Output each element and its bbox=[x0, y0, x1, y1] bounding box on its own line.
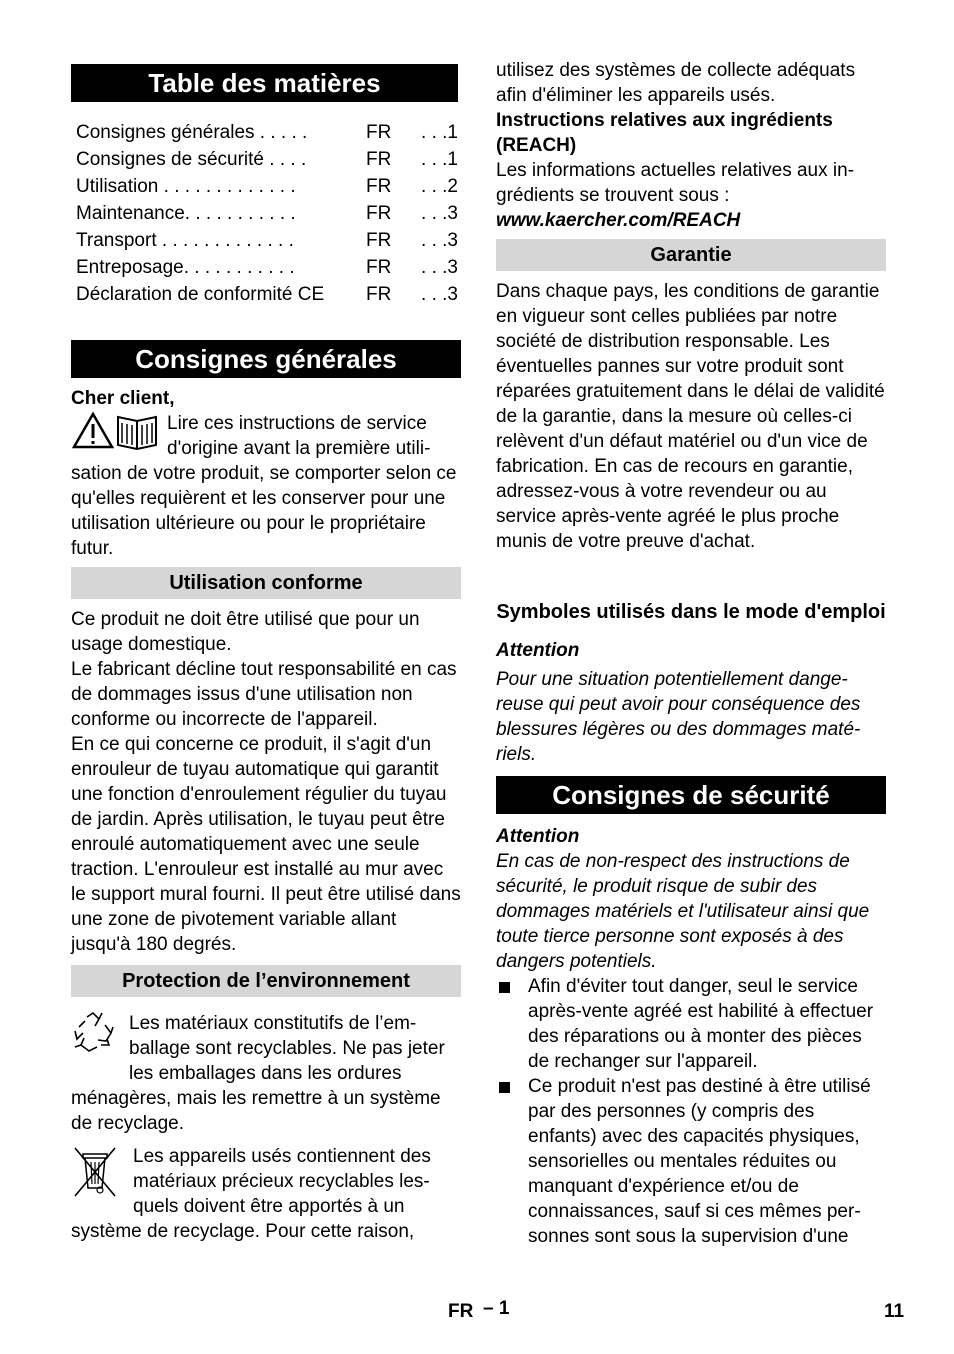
toc-entry-title: Transport . . . . . . . . . . . . . bbox=[76, 230, 294, 251]
toc-entry-lang: FR bbox=[366, 230, 392, 251]
toc-entry-page: . . .3 bbox=[421, 203, 458, 224]
bullet-square-icon bbox=[499, 1082, 510, 1093]
toc-entry-page: . . .1 bbox=[421, 149, 458, 170]
toc-entry[interactable] bbox=[71, 254, 461, 281]
toc-entry[interactable] bbox=[71, 227, 461, 254]
toc-entry-page: . . .3 bbox=[421, 257, 458, 278]
toc-entry[interactable] bbox=[71, 119, 461, 146]
use-paragraph-2: Le fabricant décline tout responsabilité en cas de dommages issus d'une utilisation non conforme ou incorrecte de l'appareil. bbox=[71, 659, 457, 730]
general-title: Consignes générales bbox=[71, 340, 461, 378]
toc-entry-lang: FR bbox=[366, 149, 392, 170]
toc-entry-lang: FR bbox=[366, 122, 392, 143]
reach-title: Instructions relatives aux ingrédients (REACH) bbox=[496, 110, 833, 156]
warranty-text: Dans chaque pays, les conditions de garantie en vigueur sont celles publiées par notre société de distribution responsable. Les éventuelles pannes sur votre produit sont réparées gratuitement dans le délai de validité de la garantie, dans la mesure où celles-ci relèvent d'un défaut matériel ou d'un vice de fabrication. En cas de recours en garantie, adressez-vous à votre revendeur ou au service après-vente agréé le plus proche munis de votre preuve d'achat. bbox=[496, 281, 885, 552]
environment-block-1 bbox=[71, 1011, 461, 1136]
intro-text: Lire ces instructions de service d'origine avant la première utilisation de votre produit, se comporter selon ce qu'elles requièrent et les conserver pour une utilisation ultérieure ou pour le propriétaire futur. bbox=[71, 413, 457, 559]
environment-text-1: Les matériaux constitutifs de l’emballage sont recyclables. Ne pas jeter les emballages dans les ordures ménagères, mais les remettre à un système de recyclage. bbox=[71, 1013, 445, 1134]
use-paragraph-1: Ce produit ne doit être utilisé que pour un usage domestique. bbox=[71, 609, 420, 655]
toc-entry-page: . . .3 bbox=[421, 284, 458, 305]
toc-entry-page: . . .3 bbox=[421, 230, 458, 251]
recycling-icon bbox=[71, 1011, 115, 1062]
right-column bbox=[496, 58, 886, 1249]
toc-entry-title: Utilisation . . . . . . . . . . . . . bbox=[76, 176, 296, 197]
greeting: Cher client, bbox=[71, 388, 175, 409]
toc-entry-lang: FR bbox=[366, 284, 392, 305]
safety-attention-text: En cas de non-respect des instructions de sécurité, le produit risque de subir des dommages matériels et l'utilisateur ainsi que toute tierce personne sont exposés à des dangers potentiels. bbox=[496, 851, 870, 972]
crossed-bin-icon bbox=[71, 1144, 119, 1207]
toc-entry-page: . . .2 bbox=[421, 176, 458, 197]
toc-entry-title: Entreposage. . . . . . . . . . . bbox=[76, 257, 295, 278]
toc-section bbox=[71, 64, 461, 308]
warning-manual-icon bbox=[71, 411, 159, 458]
toc-entry[interactable] bbox=[71, 200, 461, 227]
toc-entry-lang: FR bbox=[366, 257, 392, 278]
use-title: Utilisation conforme bbox=[71, 567, 461, 599]
general-section bbox=[71, 340, 461, 1244]
safety-list-item bbox=[496, 1074, 886, 1249]
warranty-title: Garantie bbox=[496, 239, 886, 271]
environment-text-2: Les appareils usés contiennent des matériaux précieux recyclables lesquels doivent être apportés à un système de recyclage. Pour cette raison, bbox=[71, 1146, 431, 1242]
safety-title: Consignes de sécurité bbox=[496, 776, 886, 814]
safety-attention-label: Attention bbox=[496, 826, 580, 847]
attention-label: Attention bbox=[496, 640, 580, 661]
toc-entry-title: Déclaration de conformité CE bbox=[76, 284, 325, 305]
safety-list-item bbox=[496, 974, 886, 1074]
environment-text-2-continued: utilisez des systèmes de collecte adéquats afin d'éliminer les appareils usés. bbox=[496, 60, 856, 106]
toc-entry-title: Maintenance. . . . . . . . . . . bbox=[76, 203, 296, 224]
toc-list bbox=[71, 119, 461, 308]
toc-title: Table des matières bbox=[71, 64, 458, 102]
safety-list bbox=[496, 974, 886, 1249]
toc-entry-lang: FR bbox=[366, 203, 392, 224]
reach-link[interactable]: www.kaercher.com/REACH bbox=[496, 210, 741, 231]
toc-entry[interactable] bbox=[71, 173, 461, 200]
attention-text: Pour une situation potentiellement dangereuse qui peut avoir pour conséquence des blessures légères ou des dommages matériels. bbox=[496, 669, 861, 765]
footer-language: FR bbox=[448, 1301, 474, 1322]
reach-text: Les informations actuelles relatives aux ingrédients se trouvent sous : bbox=[496, 160, 855, 206]
symbols-title: Symboles utilisés dans le mode d'emploi bbox=[496, 601, 886, 623]
bullet-square-icon bbox=[499, 982, 510, 993]
use-paragraph-3: En ce qui concerne ce produit, il s'agit d'un enrouleur de tuyau automatique qui garantit une fonction d'enroulement régulier du tuyau de jardin. Après utilisation, le tuyau peut être enroulé automatiquement avec une seule traction. L'enrouleur est installé au mur avec le support mural fourni. Il peut être utilisé dans une zone de pivotement variable allant jusqu'à 180 degrés. bbox=[71, 734, 461, 955]
toc-entry[interactable] bbox=[71, 281, 461, 308]
safety-list-text: Ce produit n'est pas destiné à être utilisé par des personnes (y compris des enfants) avec des capacités physiques, sensorielles ou mentales réduites ou manquant d'expérience et/ou de connaissances, sauf si ces mêmes personnes sont sous la supervision d'une bbox=[528, 1076, 871, 1247]
environment-block-2 bbox=[71, 1144, 461, 1244]
safety-list-text: Afin d'éviter tout danger, seul le service après-vente agréé est habilité à effectuer des réparations ou à monter des pièces de rechanger sur l'appareil. bbox=[528, 976, 874, 1072]
footer-section-page: – 1 bbox=[483, 1298, 510, 1319]
toc-entry[interactable] bbox=[71, 146, 461, 173]
toc-entry-title: Consignes de sécurité . . . . bbox=[76, 149, 307, 170]
toc-entry-title: Consignes générales . . . . . bbox=[76, 122, 308, 143]
toc-entry-lang: FR bbox=[366, 176, 392, 197]
intro-block bbox=[71, 411, 461, 561]
toc-entry-page: . . .1 bbox=[421, 122, 458, 143]
footer-page-number: 11 bbox=[884, 1301, 905, 1322]
environment-title: Protection de l’environnement bbox=[71, 965, 461, 997]
